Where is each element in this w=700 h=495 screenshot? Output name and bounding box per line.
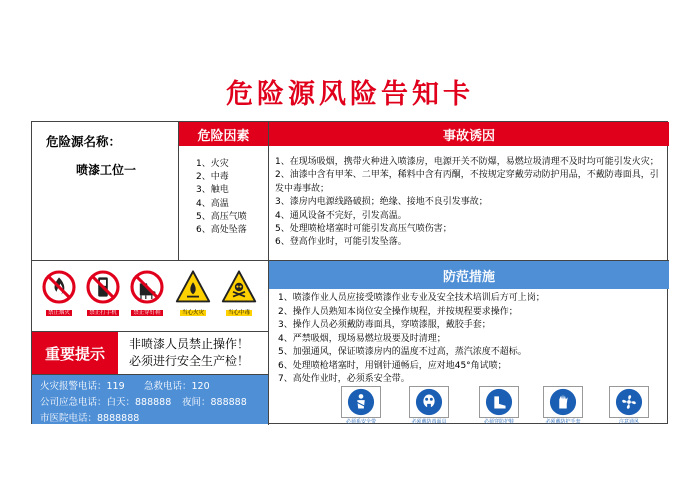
warning-sign [126,269,168,317]
source-name-value: 喷漆工位一 [76,163,137,177]
accident-cause-item: 2、油漆中含有甲苯、二甲苯，稀料中含有丙酮，不按规定穿戴劳动防护用品，不戴防毒面具，引发中毒事故； [275,170,659,194]
precautions-list [278,292,664,387]
warning-sign-label: 禁止烟火 [47,310,70,316]
poison-warning-icon [221,269,257,305]
warning-sign-label: 当心中毒 [227,310,250,316]
precaution-item: 5、加强通风，保证喷漆房内的温度不过高，蒸汽浓度不超标。 [278,347,527,357]
gas-mask-icon [415,388,443,416]
accident-causes-header: 事故诱因 [269,122,669,146]
first-aid-phone: 急救电话：120 [144,381,210,392]
hazard-factor-item: 3、触电 [196,185,229,196]
accident-cause-item: 4、通风设备不完好，引发高温。 [275,210,407,221]
important-notice-label: 重要提示 [32,332,118,374]
hazard-factors-list [196,158,247,237]
accident-causes-list [275,156,663,250]
fire-warning-icon [175,269,211,305]
warning-signs-row [32,261,268,331]
accident-cause-item: 6、登高作业时，可能引发坠落。 [275,237,407,248]
mandatory-sign [541,386,585,425]
warning-sign-label: 禁止穿钉鞋 [133,310,161,316]
precaution-item: 7、高处作业时，必须系安全带。 [278,374,410,384]
mandatory-signs-row [269,384,669,424]
mandatory-sign-label: 注意通风 [618,419,639,425]
company-night-phone: 夜间：888888 [182,397,247,408]
hazard-factor-item: 6、高处坠落 [196,225,247,236]
ventilation-icon [615,388,643,416]
precautions-header: 防范措施 [269,261,669,289]
important-notice [32,331,268,375]
warning-sign [38,269,80,317]
no-fire-icon [41,269,77,305]
source-name-label: 危险源名称： [46,134,122,149]
warning-sign [172,269,214,317]
warning-sign [218,269,260,317]
mandatory-sign [407,386,451,425]
hazard-factors-header: 危险因素 [179,122,268,146]
precaution-item: 1、喷漆作业人员应接受喷漆作业专业及安全技术培训后方可上岗； [278,293,545,303]
precaution-item: 2、操作人员熟知本岗位安全操作规程，并按规程要求操作； [278,306,518,317]
mandatory-sign [339,386,383,425]
company-day-phone: 公司应急电话：白天：888888 [40,397,172,408]
hazard-factor-item: 1、火灾 [196,159,229,169]
mandatory-sign-label: 必须戴防毒面具 [411,419,447,425]
warning-sign [82,269,124,317]
hospital-phone: 市医院电话：8888888 [40,413,140,424]
warning-sign-label: 禁止打手机 [89,310,117,316]
mandatory-sign-label: 必须穿防护鞋 [483,419,514,425]
safety-belt-icon [347,388,375,416]
no-nail-shoes-icon [129,269,165,305]
emergency-contacts [32,375,268,424]
protective-shoes-icon [485,388,513,416]
precaution-item: 6、处理喷枪堵塞时，用钢针通畅后，应对地45°角试喷； [278,360,507,371]
mandatory-sign [477,386,521,425]
hazard-factor-item: 2、中毒 [196,172,229,183]
accident-cause-item: 3、漆房内电源线路破损；绝缘、接地不良引发事故； [275,197,488,208]
mandatory-sign-label: 必须系安全带 [345,419,376,425]
hazard-factor-item: 5、高压气喷 [196,211,247,222]
no-phone-icon [85,269,121,305]
hazard-factor-item: 4、高温 [196,198,229,209]
precaution-item: 4、严禁吸烟，现场易燃垃圾要及时清理； [278,333,446,344]
page-title: 危险源风险告知卡 [226,79,474,110]
mandatory-sign-label: 必须戴防护手套 [545,419,581,425]
accident-cause-item: 1、在现场吸烟，携带火种进入喷漆房，电源开关不防爆，易燃垃圾清理不及时均可能引发火灾； [275,157,659,167]
warning-sign-label: 当心火灾 [181,310,204,316]
protective-gloves-icon [549,388,577,416]
important-notice-line1: 非喷漆人员禁止操作！ [129,337,250,351]
risk-card [31,121,668,424]
mandatory-sign [607,386,651,425]
fire-alarm-phone: 火灾报警电话：119 [40,381,125,392]
precaution-item: 3、操作人员必须戴防毒面具，穿喷漆服，戴胶手套； [278,320,491,330]
accident-cause-item: 5、处理喷枪堵塞时可能引发高压气喷伤害； [275,224,452,235]
important-notice-line2: 必须进行安全生产检！ [129,354,250,368]
